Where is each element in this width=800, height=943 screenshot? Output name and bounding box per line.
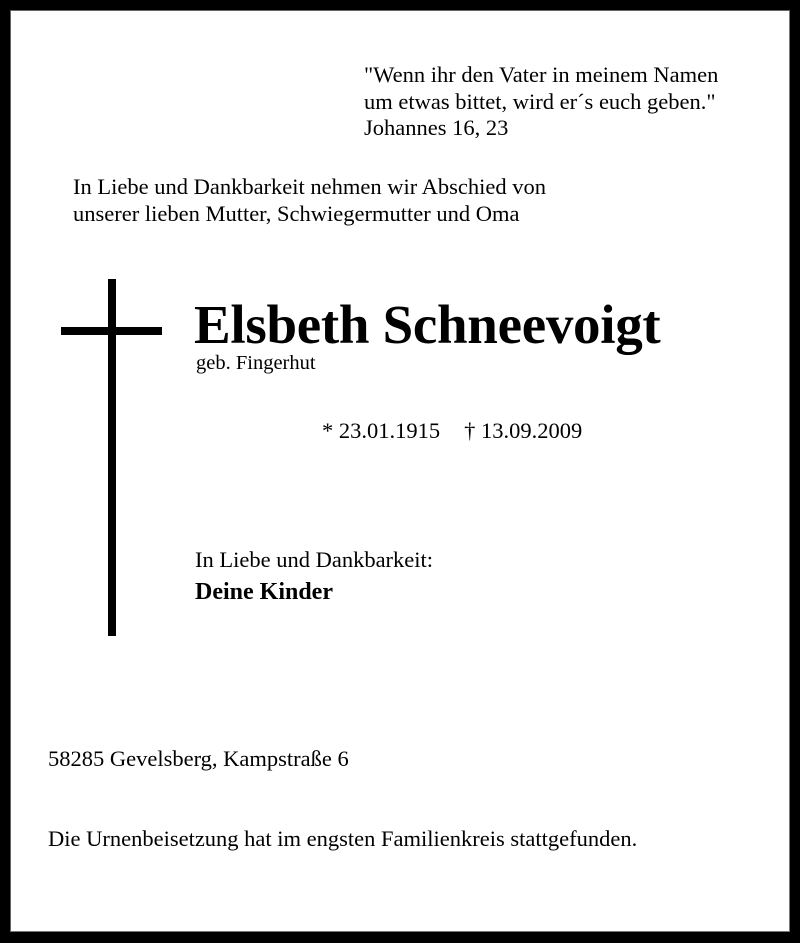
deceased-name: Elsbeth Schneevoigt [194,294,661,355]
obituary-notice [10,10,790,932]
birth-date: * 23.01.1915 [322,418,441,443]
quote-line-2: um etwas bittet, wird er´s euch geben." [364,88,716,114]
signature-intro: In Liebe und Dankbarkeit: [195,547,434,572]
death-date: † 13.09.2009 [464,418,583,443]
quote-line-1: "Wenn ihr den Vater in meinem Namen [364,62,719,87]
bible-quote [364,62,718,142]
intro-line-1: In Liebe und Dankbarkeit nehmen wir Abschied von [73,174,546,199]
intro-line-2: unserer lieben Mutter, Schwiegermutter und Oma [73,200,520,226]
maiden-name: geb. Fingerhut [196,352,316,374]
farewell-intro [73,174,546,227]
life-dates [322,418,582,445]
burial-note: Die Urnenbeisetzung hat im engsten Familienkreis stattgefunden. [48,826,638,851]
family-address: 58285 Gevelsberg, Kampstraße 6 [48,746,349,771]
quote-reference: Johannes 16, 23 [364,115,509,140]
cross-horizontal-bar [61,327,162,335]
signature-name: Deine Kinder [195,579,333,605]
